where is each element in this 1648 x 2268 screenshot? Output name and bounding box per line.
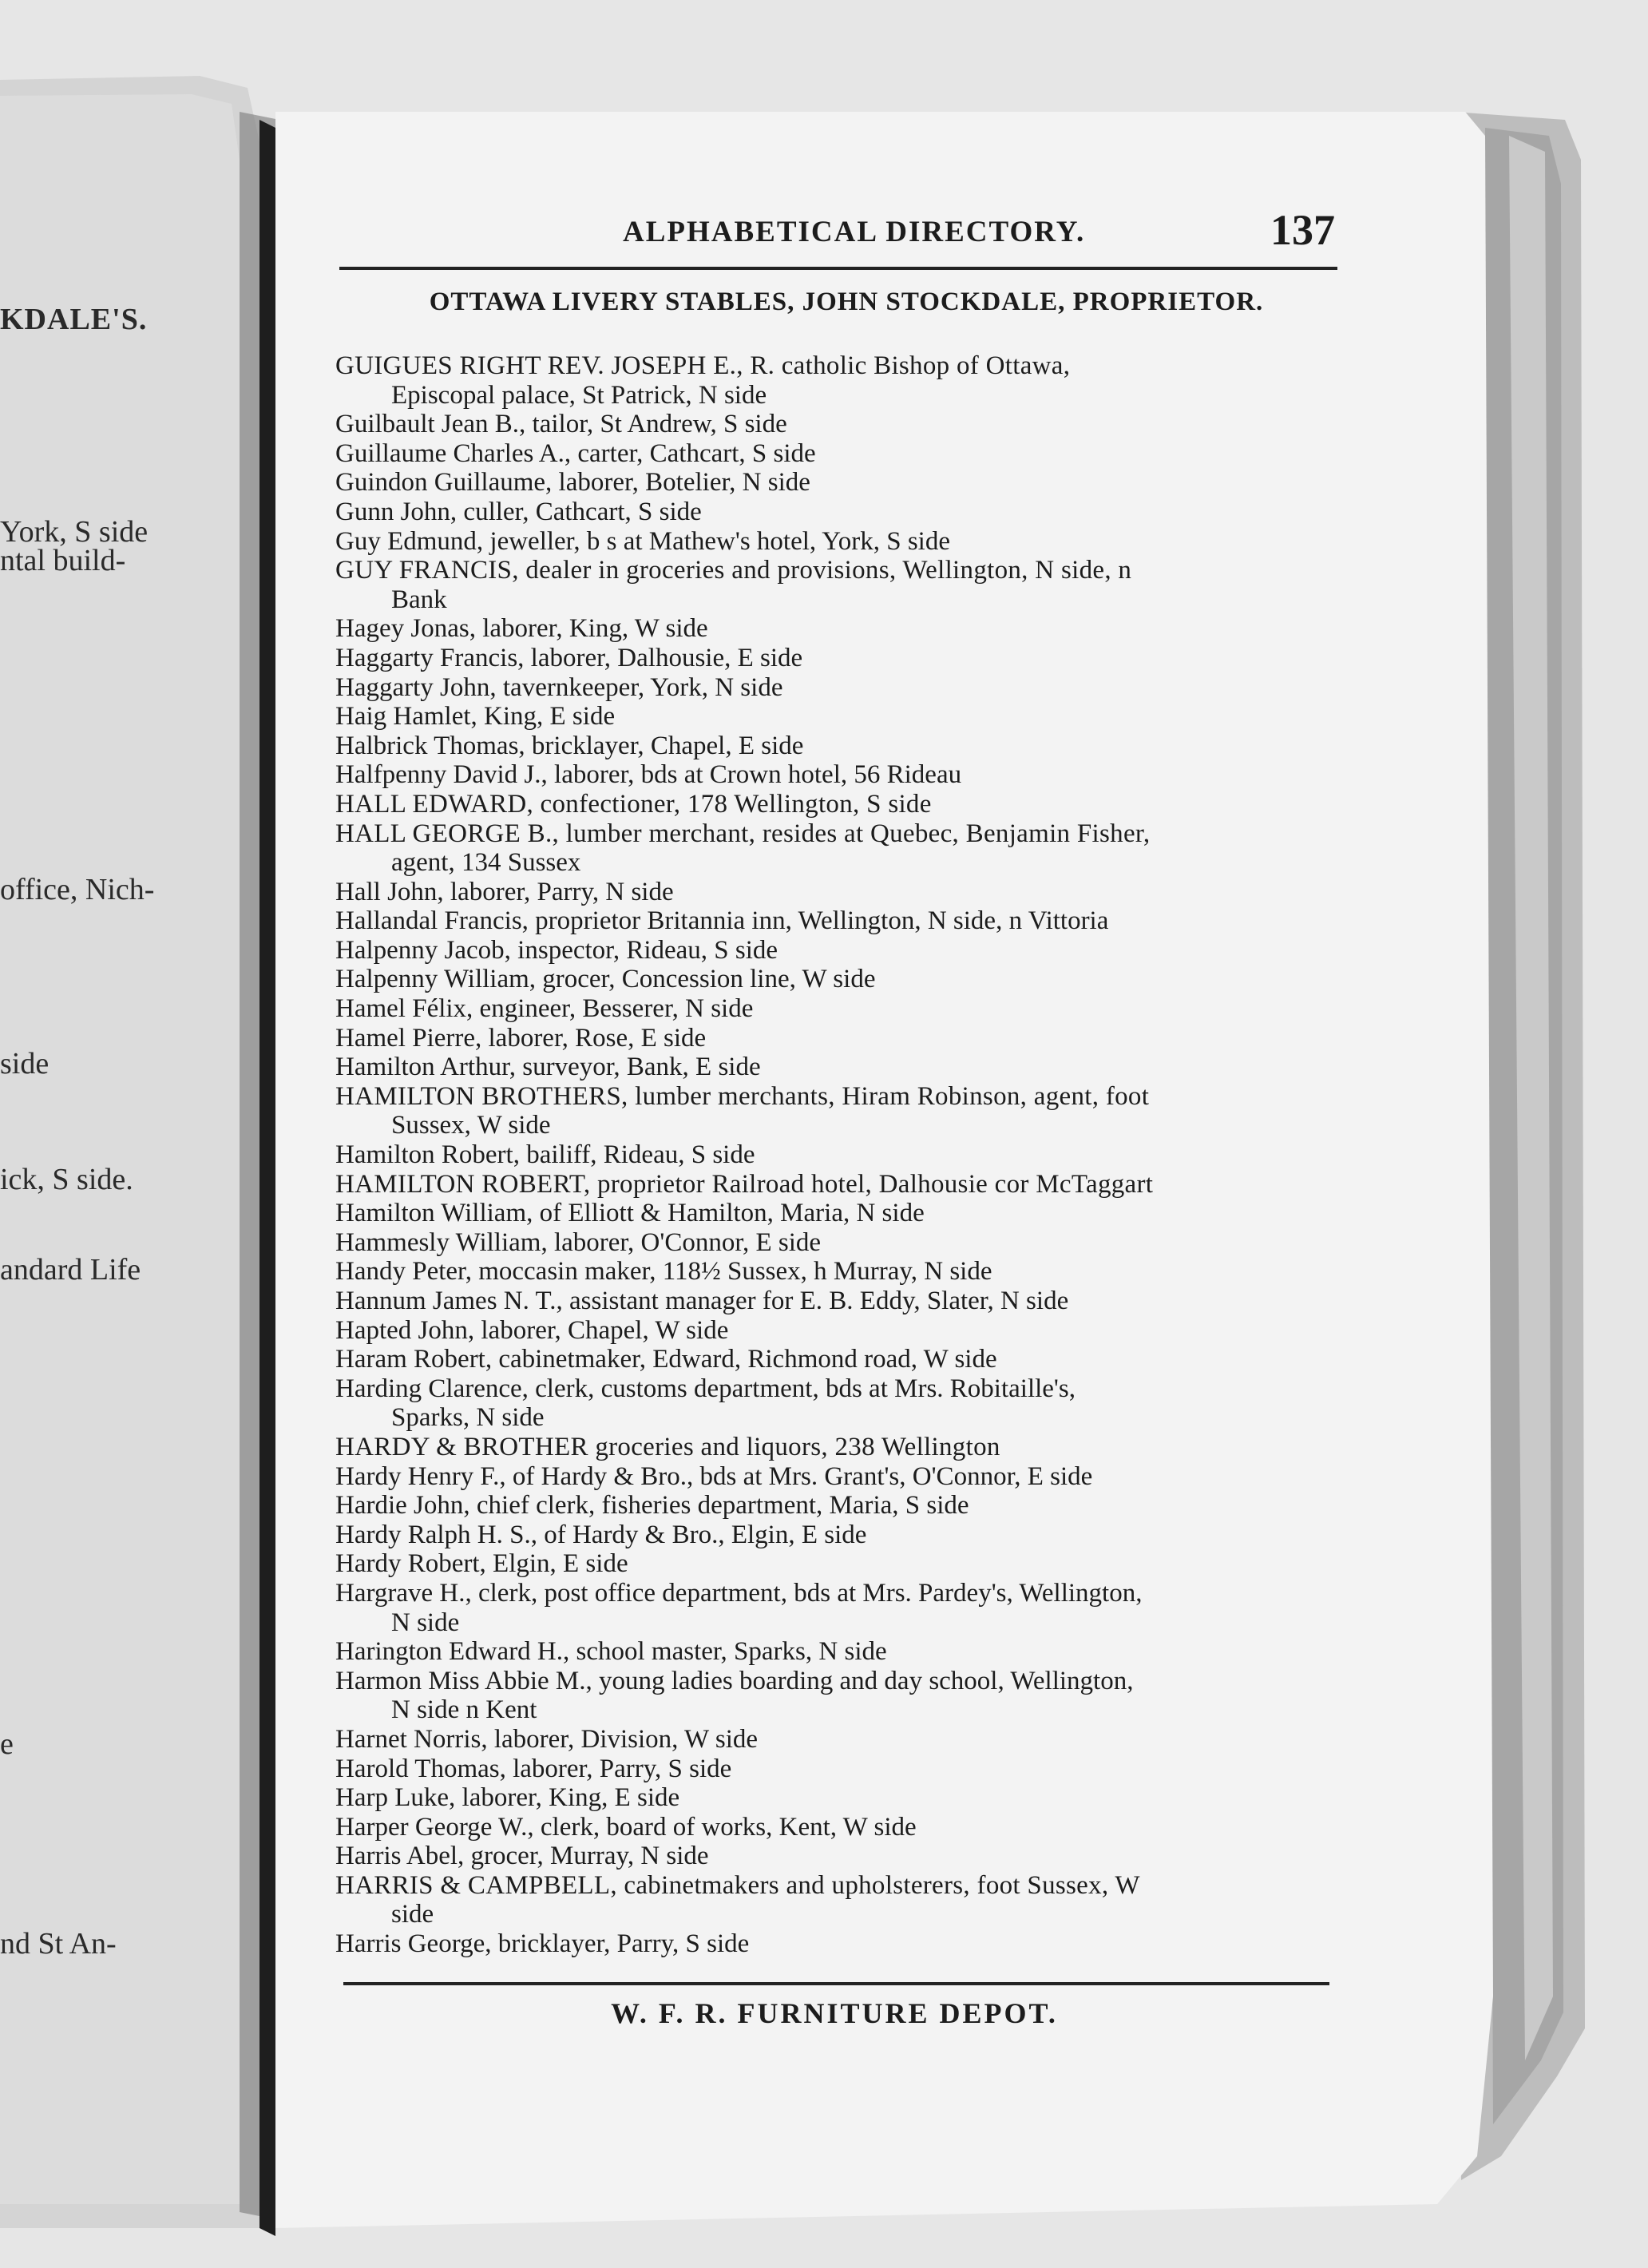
directory-entry: Haggarty Francis, laborer, Dalhousie, E side: [335, 643, 803, 672]
directory-entry: Harmon Miss Abbie M., young ladies boarding and day school, Wellington,: [335, 1666, 1134, 1695]
directory-entry: Halbrick Thomas, bricklayer, Chapel, E side: [335, 731, 804, 760]
directory-entry: Halpenny Jacob, inspector, Rideau, S side: [335, 935, 778, 965]
directory-entry: Gunn John, culler, Cathcart, S side: [335, 497, 702, 526]
directory-entry: Hannum James N. T., assistant manager for E. B. Eddy, Slater, N side: [335, 1287, 1069, 1315]
left-fragment: ick, S side.: [0, 1163, 133, 1196]
directory-entry: Hagey Jonas, laborer, King, W side: [335, 614, 708, 644]
directory-entry: Hallandal Francis, proprietor Britannia inn, Wellington, N side, n Vittoria: [335, 906, 1109, 936]
directory-entry: Hardy Ralph H. S., of Hardy & Bro., Elgin, E side: [335, 1520, 867, 1549]
directory-entry: Guindon Guillaume, laborer, Botelier, N side: [335, 468, 810, 498]
directory-entry: HALL GEORGE B., lumber merchant, resides at Quebec, Benjamin Fisher,: [335, 819, 1151, 848]
directory-entry: Haig Hamlet, King, E side: [335, 702, 616, 732]
bottom-advertisement-banner: W. F. R. FURNITURE DEPOT.: [611, 1997, 1058, 2029]
directory-entry: Guy Edmund, jeweller, b s at Mathew's hotel, York, S side: [335, 526, 950, 556]
header-title: ALPHABETICAL DIRECTORY.: [623, 216, 1086, 248]
directory-entry: Harold Thomas, laborer, Parry, S side: [335, 1754, 732, 1783]
directory-entry: Hardy Henry F., of Hardy & Bro., bds at Mrs. Grant's, O'Connor, E side: [335, 1461, 1093, 1491]
directory-entry: GUIGUES RIGHT REV. JOSEPH E., R. catholic Bishop of Ottawa,: [335, 351, 1071, 380]
directory-entry: Harp Luke, laborer, King, E side: [335, 1783, 680, 1813]
directory-entry: HARRIS & CAMPBELL, cabinetmakers and upholsterers, foot Sussex, W: [335, 1870, 1140, 1900]
directory-entry: Hamilton Arthur, surveyor, Bank, E side: [335, 1053, 761, 1082]
directory-entry: Halfpenny David J., laborer, bds at Crown hotel, 56 Rideau: [335, 760, 962, 790]
directory-entry: Hammesly William, laborer, O'Connor, E side: [335, 1227, 822, 1257]
directory-entry: HALL EDWARD, confectioner, 178 Wellington, S side: [335, 789, 932, 819]
directory-entry-continuation: Episcopal palace, St Patrick, N side: [391, 380, 767, 410]
directory-entry: Hardie John, chief clerk, fisheries department, Maria, S side: [335, 1491, 969, 1521]
left-fragment: e: [0, 1727, 14, 1761]
directory-entry: Guillaume Charles A., carter, Cathcart, S side: [335, 438, 816, 468]
left-fragment: ntal build-: [0, 544, 126, 577]
directory-entry: Handy Peter, moccasin maker, 118½ Sussex, h Murray, N side: [335, 1257, 992, 1287]
directory-entry-continuation: N side: [391, 1608, 460, 1637]
directory-entry: HAMILTON ROBERT, proprietor Railroad hotel, Dalhousie cor McTaggart: [335, 1169, 1154, 1199]
directory-entry: Hall John, laborer, Parry, N side: [335, 877, 674, 906]
directory-entry: Hamilton Robert, bailiff, Rideau, S side: [335, 1140, 755, 1170]
directory-entries: [335, 351, 1341, 1959]
directory-entry-continuation: Sussex, W side: [391, 1111, 551, 1140]
directory-entry: Halpenny William, grocer, Concession line, W side: [335, 965, 876, 994]
directory-entry: Harington Edward H., school master, Sparks, N side: [335, 1637, 887, 1667]
directory-entry: Hargrave H., clerk, post office department, bds at Mrs. Pardey's, Wellington,: [335, 1578, 1143, 1608]
left-fragment: andard Life: [0, 1253, 141, 1287]
directory-entry: Haram Robert, cabinetmaker, Edward, Richmond road, W side: [335, 1345, 997, 1374]
left-fragment: KDALE'S.: [0, 303, 148, 336]
directory-entry: Hamilton William, of Elliott & Hamilton, Maria, N side: [335, 1199, 925, 1228]
directory-entry-continuation: side: [391, 1900, 434, 1929]
directory-entry-continuation: agent, 134 Sussex: [391, 848, 581, 878]
page-number: 137: [1270, 206, 1335, 254]
directory-entry: Hapted John, laborer, Chapel, W side: [335, 1315, 729, 1345]
directory-entry: Hardy Robert, Elgin, E side: [335, 1549, 628, 1579]
directory-entry: Hamel Pierre, laborer, Rose, E side: [335, 1023, 707, 1053]
directory-entry-continuation: Sparks, N side: [391, 1403, 545, 1433]
directory-entry-continuation: N side n Kent: [391, 1695, 537, 1725]
left-fragment: nd St An-: [0, 1927, 117, 1961]
left-fragment: side: [0, 1047, 50, 1080]
directory-entry: Harding Clarence, clerk, customs department, bds at Mrs. Robitaille's,: [335, 1374, 1076, 1403]
running-header: [623, 206, 1341, 260]
directory-entry: HAMILTON BROTHERS, lumber merchants, Hiram Robinson, agent, foot: [335, 1081, 1150, 1111]
directory-entry: Hamel Félix, engineer, Besserer, N side: [335, 994, 754, 1024]
left-fragment: York, S side: [0, 515, 149, 549]
directory-entry: Haggarty John, tavernkeeper, York, N side: [335, 672, 783, 702]
directory-entry: Harris Abel, grocer, Murray, N side: [335, 1842, 709, 1871]
directory-entry-continuation: Bank: [391, 585, 447, 614]
directory-entry: Harper George W., clerk, board of works, Kent, W side: [335, 1812, 917, 1842]
directory-entry: Harnet Norris, laborer, Division, W side: [335, 1724, 759, 1754]
left-fragment: office, Nich-: [0, 873, 155, 906]
directory-entry: Harris George, bricklayer, Parry, S side: [335, 1929, 750, 1959]
top-advertisement-banner: OTTAWA LIVERY STABLES, JOHN STOCKDALE, PROPRIETOR.: [429, 287, 1264, 316]
directory-entry: Guilbault Jean B., tailor, St Andrew, S side: [335, 410, 787, 439]
directory-entry: HARDY & BROTHER groceries and liquors, 238 Wellington: [335, 1432, 1000, 1461]
directory-entry: GUY FRANCIS, dealer in groceries and provisions, Wellington, N side, n: [335, 556, 1132, 585]
